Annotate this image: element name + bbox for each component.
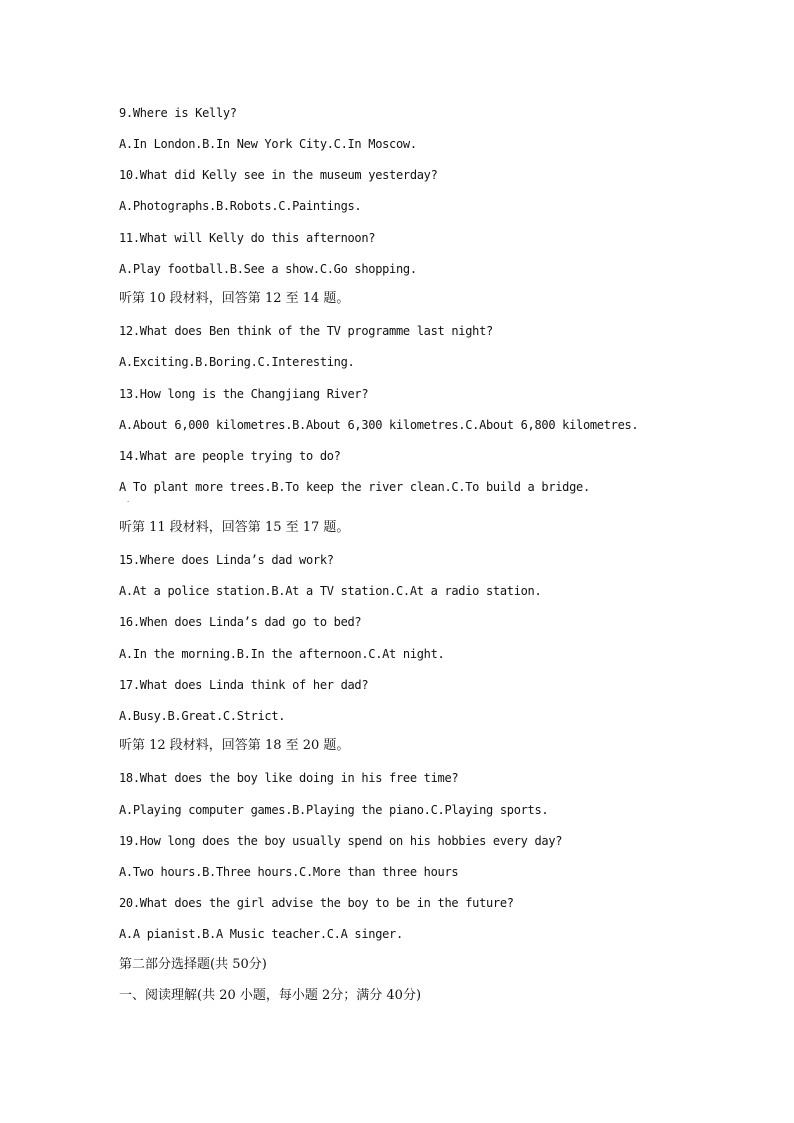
question-20: 20.What does the girl advise the boy to be in the future?	[119, 896, 514, 910]
section-heading-material-10: 听第 10 段材料，回答第 12 至 14 题。	[119, 291, 350, 306]
question-17: 17.What does Linda think of her dad?	[119, 678, 369, 692]
options-11: A.Play football.B.See a show.C.Go shopping.	[119, 262, 417, 276]
part-two-heading: 第二部分选择题(共 50分)	[119, 957, 267, 972]
options-19: A.Two hours.B.Three hours.C.More than three hours	[119, 865, 459, 879]
section-heading-material-11: 听第 11 段材料，回答第 15 至 17 题。	[119, 520, 350, 535]
options-15: A.At a police station.B.At a TV station.C.At a radio station.	[119, 584, 542, 598]
options-9: A.In London.B.In New York City.C.In Moscow.	[119, 137, 417, 151]
options-17: A.Busy.B.Great.C.Strict.	[119, 709, 286, 723]
question-13: 13.How long is the Changjiang River?	[119, 387, 369, 401]
options-14: A To plant more trees.B.To keep the river clean.C.To build a bridge.	[119, 480, 590, 494]
question-10: 10.What did Kelly see in the museum yesterday?	[119, 168, 438, 182]
question-15: 15.Where does Linda’s dad work?	[119, 553, 334, 567]
options-10: A.Photographs.B.Robots.C.Paintings.	[119, 199, 362, 213]
options-12: A.Exciting.B.Boring.C.Interesting.	[119, 355, 355, 369]
section-heading-material-12: 听第 12 段材料，回答第 18 至 20 题。	[119, 738, 350, 753]
question-11: 11.What will Kelly do this afternoon?	[119, 231, 376, 245]
stray-mark: ·	[127, 498, 130, 506]
options-16: A.In the morning.B.In the afternoon.C.At night.	[119, 647, 445, 661]
options-20: A.A pianist.B.A Music teacher.C.A singer.	[119, 927, 403, 941]
reading-comprehension-heading: 一、阅读理解(共 20 小题，每小题 2分；满分 40分)	[119, 988, 422, 1003]
options-18: A.Playing computer games.B.Playing the piano.C.Playing sports.	[119, 803, 549, 817]
question-16: 16.When does Linda’s dad go to bed?	[119, 615, 362, 629]
question-18: 18.What does the boy like doing in his free time?	[119, 771, 459, 785]
question-9: 9.Where is Kelly?	[119, 106, 237, 120]
question-12: 12.What does Ben think of the TV programme last night?	[119, 324, 493, 338]
question-14: 14.What are people trying to do?	[119, 449, 341, 463]
question-19: 19.How long does the boy usually spend on his hobbies every day?	[119, 834, 563, 848]
options-13: A.About 6,000 kilometres.B.About 6,300 kilometres.C.About 6,800 kilometres.	[119, 418, 639, 432]
